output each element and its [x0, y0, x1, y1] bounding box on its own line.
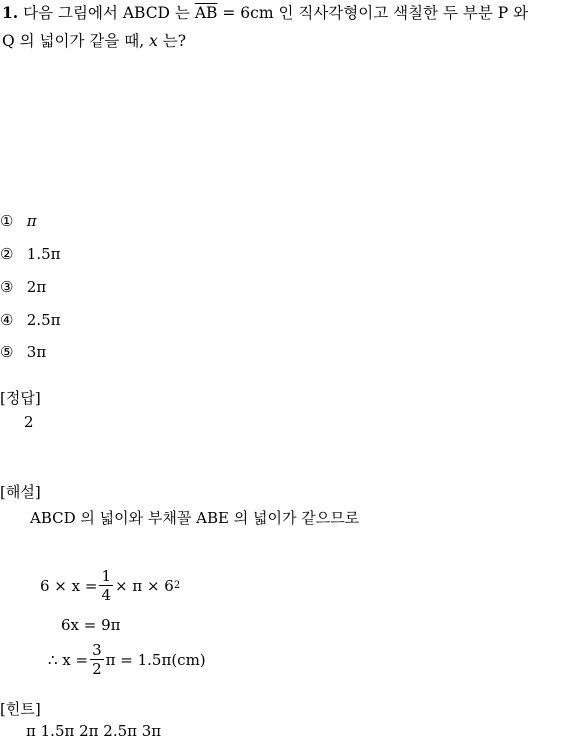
segment-ab: $\overline{AB}$	[194, 4, 218, 22]
choice-3[interactable]	[0, 278, 46, 296]
choice-1-mark: ①	[0, 212, 14, 230]
choice-5-value: 3π	[26, 343, 47, 361]
question-number: 1.	[2, 3, 19, 22]
equation-1	[40, 567, 180, 604]
solution-label: [해설]	[0, 483, 41, 501]
choice-4[interactable]	[0, 311, 61, 329]
equation-1-exponent: 2	[173, 580, 181, 591]
choice-4-value: 2.5π	[26, 311, 61, 329]
choice-2[interactable]	[0, 245, 61, 263]
fraction-three-halves	[90, 641, 104, 678]
question-text-part-1: 다음 그림에서 ABCD 는	[23, 4, 190, 22]
variable-x: x	[149, 32, 158, 50]
question-text-part-3: Q 의 넓이가 같을 때,	[2, 32, 145, 50]
equation-1-left: 6 × x =	[40, 576, 98, 595]
solution-text: ABCD 의 넓이와 부채꼴 ABE 의 넓이가 같으므로	[30, 509, 360, 527]
fraction-1-numerator: 1	[101, 567, 111, 585]
choice-4-mark: ④	[0, 311, 14, 329]
question-text-part-2: = 6cm 인 직사각형이고 색칠한 두 부분 P 와	[222, 4, 529, 22]
choice-2-mark: ②	[0, 245, 14, 263]
choice-3-mark: ③	[0, 278, 14, 296]
choice-5-mark: ⑤	[0, 343, 14, 361]
choice-1[interactable]	[0, 212, 37, 230]
choice-3-value: 2π	[26, 278, 47, 296]
answer-value: 2	[24, 413, 34, 431]
choice-5[interactable]	[0, 343, 46, 361]
fraction-2-denominator: 2	[92, 660, 102, 678]
equation-3	[48, 641, 206, 678]
hint-text: π 1.5π 2π 2.5π 3π	[26, 722, 162, 740]
hint-label: [힌트]	[0, 700, 41, 718]
fraction-1-denominator: 4	[101, 586, 111, 604]
choice-1-value: π	[26, 212, 37, 230]
equation-2: 6x = 9π	[61, 616, 121, 634]
answer-label: [정답]	[0, 389, 41, 407]
question-line-2	[2, 29, 186, 53]
choice-2-value: 1.5π	[26, 245, 61, 263]
equation-1-right: × π × 6	[115, 576, 174, 595]
question-line-1	[2, 1, 528, 25]
fraction-one-quarter	[99, 567, 113, 604]
equation-3-right: π = 1.5π(cm)	[105, 650, 206, 669]
question-text-part-4: 는?	[162, 32, 187, 50]
fraction-2-numerator: 3	[92, 641, 102, 659]
equation-3-left: ∴ x =	[48, 650, 89, 669]
